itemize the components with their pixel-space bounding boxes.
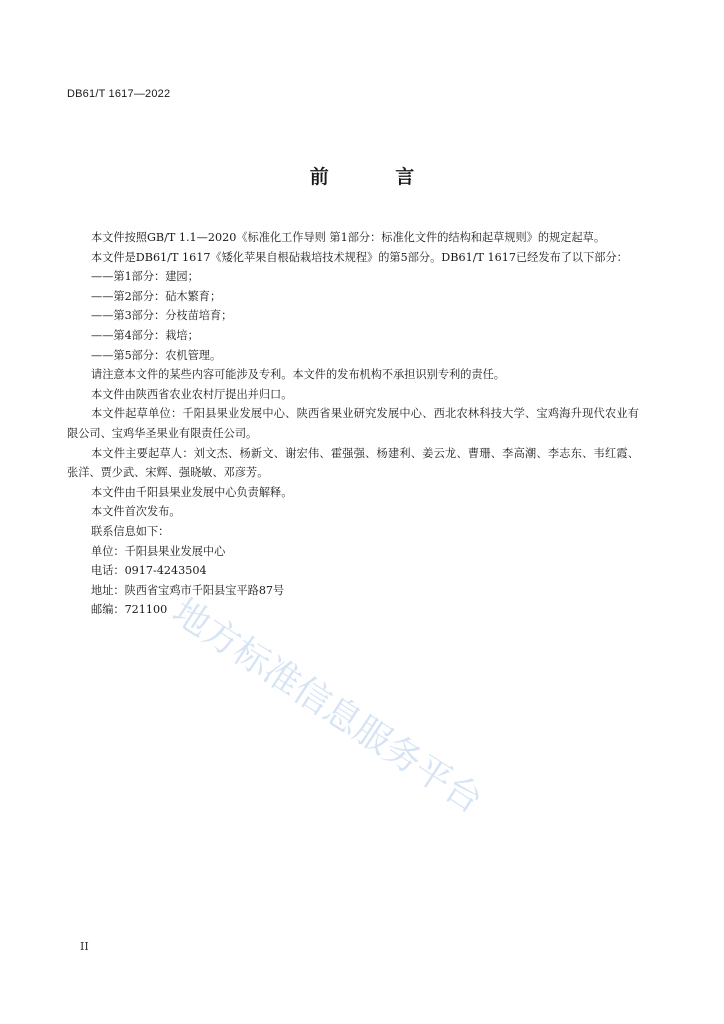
contact-postcode: 邮编：721100 [91,603,168,617]
paragraph-first-release: 本文件首次发布。 [91,505,181,519]
contact-heading: 联系信息如下： [91,524,170,538]
contact-address: 地址：陕西省宝鸡市千阳县宝平路87号 [91,583,285,597]
paragraph-proposer: 本文件由陕西省农业农村厅提出并归口。 [91,387,293,401]
foreword-body [67,228,639,620]
list-item: ——第1部分：建园； [91,270,199,284]
contact-phone: 电话：0917-4243504 [91,564,207,578]
list-item: ——第4部分：栽培； [91,328,199,342]
parts-list [67,267,639,365]
watermark [150,578,610,878]
document-code: DB61/T 1617—2022 [67,88,171,100]
page-number: II [80,940,89,953]
paragraph-drafting-basis: 本文件按照GB/T 1.1—2020《标准化工作导则 第1部分：标准化文件的结构和起草规则》的规定起草。 [91,231,606,244]
paragraph-series-info: 本文件是DB61/T 1617《矮化苹果自根砧栽培技术规程》的第5部分。DB61/T 1617已经发布了以下部分： [91,250,628,264]
contact-unit: 单位：千阳县果业发展中心 [91,544,226,558]
paragraph-interpretation: 本文件由千阳县果业发展中心负责解释。 [91,485,293,499]
watermark-text: 地方标准信息服务平台 [165,591,490,822]
paragraph-drafting-units: 本文件起草单位：千阳县果业发展中心、陕西省果业研究发展中心、西北农林科技大学、宝鸡海升现代农业有限公司、宝鸡华圣果业有限责任公司。 [67,407,639,440]
list-item: ——第3部分：分枝苗培育； [91,309,233,323]
contact-info [67,522,639,620]
paragraph-patent-notice: 请注意本文件的某些内容可能涉及专利。本文件的发布机构不承担识别专利的责任。 [91,368,505,382]
list-item: ——第5部分：农机管理。 [91,348,222,362]
paragraph-drafters: 本文件主要起草人：刘文杰、杨新文、谢宏伟、霍强强、杨建利、姜云龙、曹珊、李高潮、李志东、韦红霞、张洋、贾少武、宋辉、强晓敏、邓彦芳。 [67,446,639,480]
list-item: ——第2部分：砧木繁育； [91,289,222,303]
page-title: 前 言 [309,166,445,188]
